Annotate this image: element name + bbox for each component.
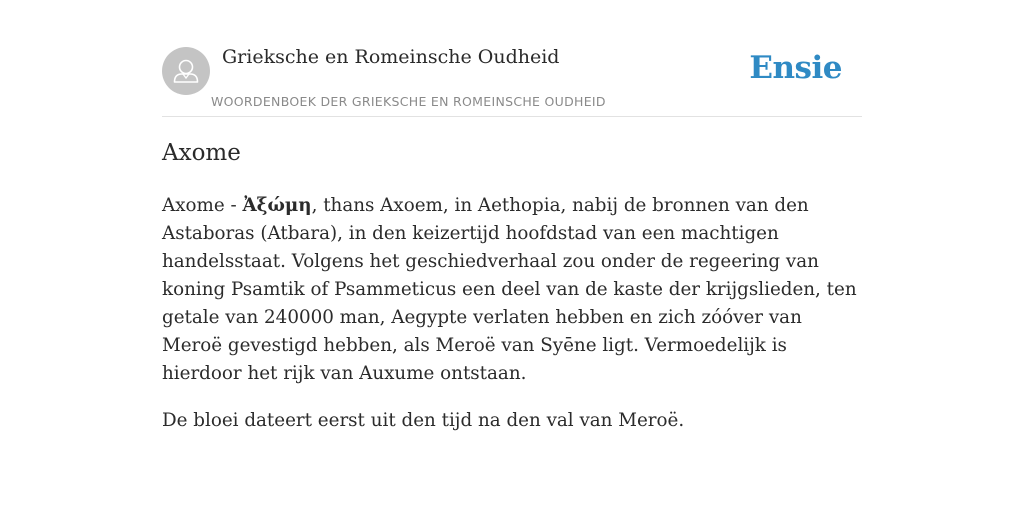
entry-paragraph-2: De bloei dateert eerst uit den tijd na den val van Meroë. [162, 410, 685, 431]
entry-body [162, 192, 862, 454]
greek-term: Ἀξώμη [242, 195, 312, 216]
entry-lead: Axome - [162, 195, 243, 216]
avatar[interactable] [162, 47, 210, 95]
user-outline-icon [162, 47, 210, 95]
ensie-logo[interactable]: Ensie [749, 50, 842, 86]
source-subtitle: WOORDENBOEK DER GRIEKSCHE EN ROMEINSCHE OUDHEID [211, 94, 606, 109]
source-header [162, 0, 862, 117]
entry-title: Axome [162, 140, 241, 166]
entry-paragraph-1-text: , thans Axoem, in Aethopia, nabij de bronnen van den Astaboras (Atbara), in den keizertijd hoofdstad van een machtigen handelsstaat. Volgens het geschiedverhaal zou onder de regeering van koning Psamtik of Psammeticus een deel van de kaste der krijgslieden, ten getale van 240000 man, Aegypte verlaten hebben en zich zóóver van Meroë gevestigd hebben, als Meroë van Syēne ligt. Vermoedelijk is hierdoor het rijk van Auxume ontstaan. [162, 195, 857, 384]
entry-paragraph-1 [162, 192, 862, 388]
page-content [162, 0, 862, 431]
source-title[interactable]: Grieksche en Romeinsche Oudheid [222, 46, 560, 68]
